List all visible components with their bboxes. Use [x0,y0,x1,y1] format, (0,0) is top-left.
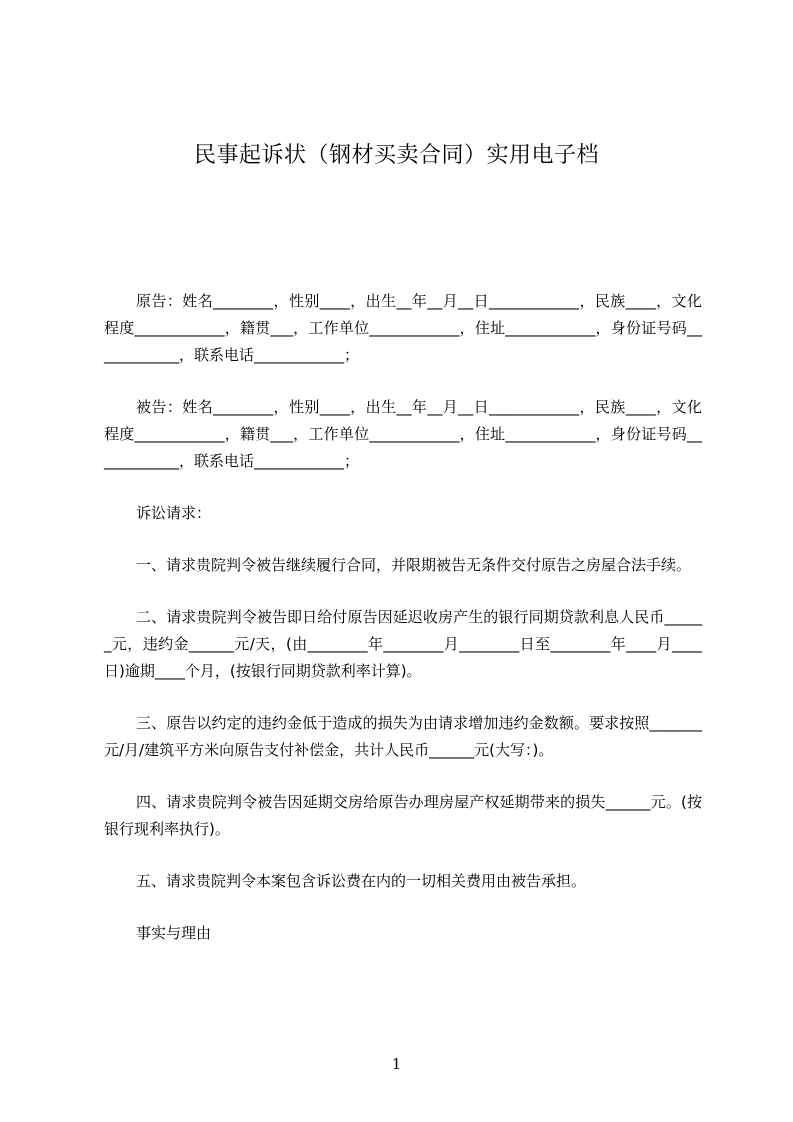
defendant-paragraph: 被告：姓名________，性别____，出生__年__月__日____________，民族____，文化程度____________，籍贯___，工作单位____________，住址____________，身份证号码____________，联系电话____________； [104,398,702,470]
claims-heading: 诉讼请求： [136,504,212,522]
claim-item-1: 一、请求贵院判令被告继续履行合同，并限期被告无条件交付原告之房屋合法手续。 [136,556,692,574]
page-number: 1 [391,1055,402,1073]
document-title: 民事起诉状（钢材买卖合同）实用电子档 [193,143,599,168]
claim-item-3: 三、原告以约定的违约金低于造成的损失为由请求增加违约金数额。要求按照_______元/月/建筑平方米向原告支付补偿金，共计人民币______元(大写：)。 [104,714,702,759]
facts-and-reasons-heading: 事实与理由 [136,924,212,942]
claim-item-2: 二、请求贵院判令被告即日给付原告因延迟收房产生的银行同期贷款利息人民币______元，违约金______元/天，(由________年________月________日至________年____月____日)逾期____个月，(按银行同期贷款利率计算)。 [104,608,702,680]
claim-item-4: 四、请求贵院判令被告因延期交房给原告办理房屋产权延期带来的损失______元。(按银行现利率执行)。 [104,793,702,838]
plaintiff-paragraph: 原告：姓名________，性别____，出生__年__月__日____________，民族____，文化程度____________，籍贯___，工作单位____________，住址____________，身份证号码____________，联系电话____________； [104,292,702,364]
claim-item-5: 五、请求贵院判令本案包含诉讼费在内的一切相关费用由被告承担。 [136,872,587,890]
document-body [104,288,702,972]
